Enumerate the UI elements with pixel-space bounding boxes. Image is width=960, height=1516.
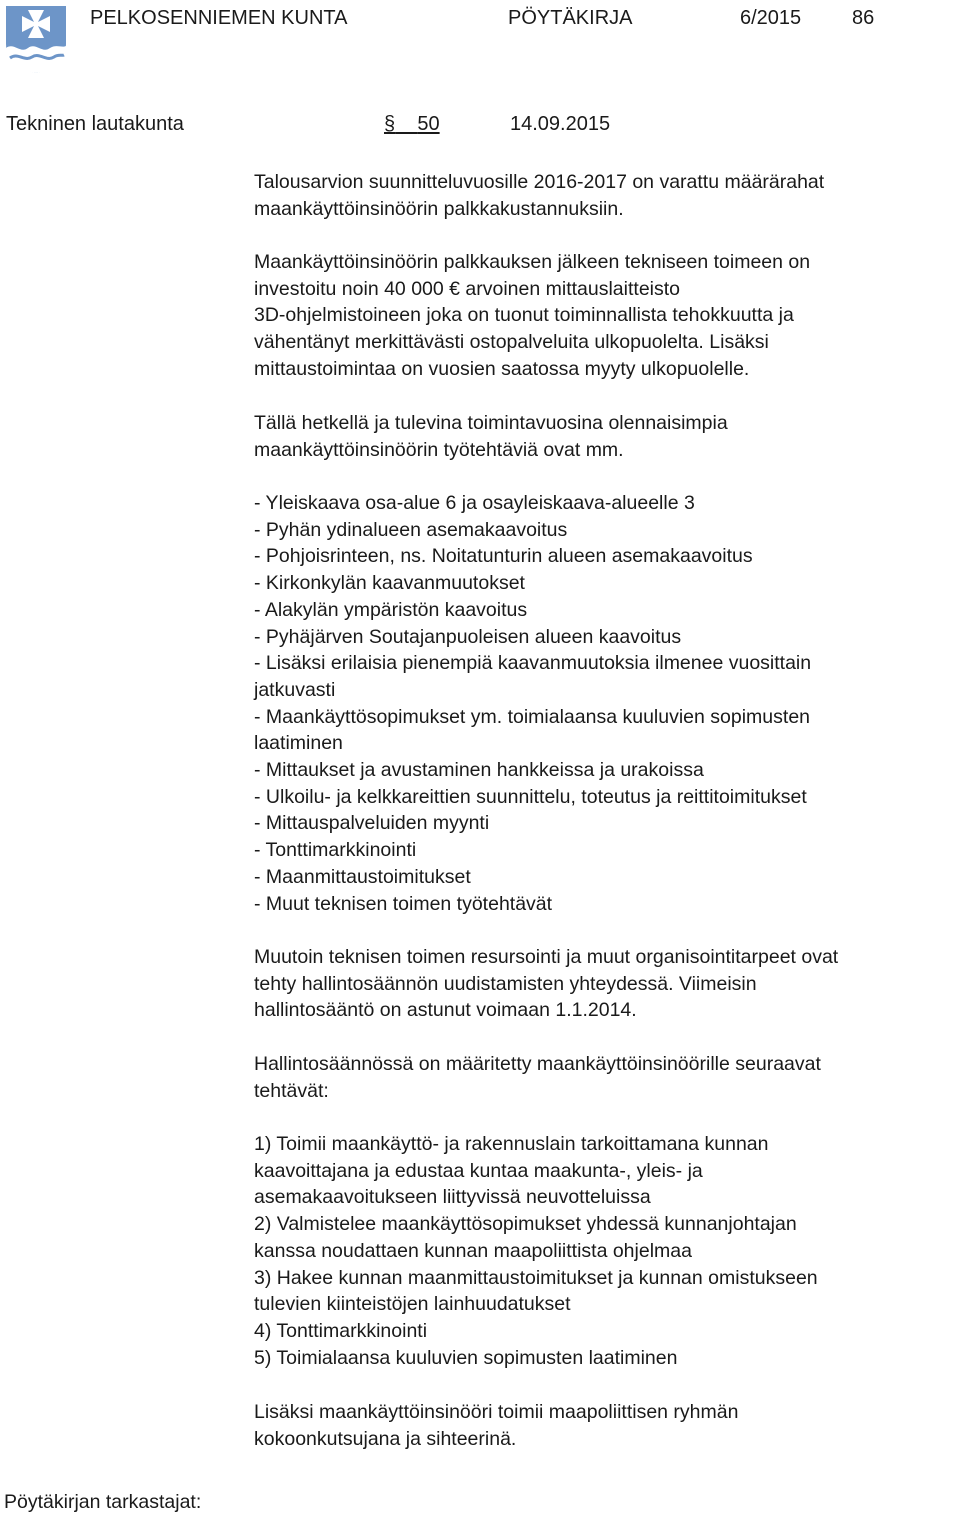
paragraph-investment — [254, 249, 810, 383]
text-line: maankäyttöinsinöörin palkkakustannuksiin. — [254, 197, 624, 220]
minutes-reviewers-label: Pöytäkirjan tarkastajat: — [4, 1491, 202, 1513]
paragraph-budget — [254, 169, 824, 222]
paragraph-regulation-intro — [254, 1051, 821, 1104]
board-name: Tekninen lautakunta — [6, 113, 184, 135]
text-line: Hallintosäännössä on määritetty maankäyttöinsinöörille seuraavat — [254, 1053, 821, 1075]
text-line: tehty hallintosäännön uudistamisten yhteydessä. Viimeisin — [254, 972, 757, 995]
list-item: kaavoittajana ja edustaa kuntaa maakunta-, yleis- ja — [254, 1159, 703, 1182]
list-item: asemakaavoitukseen liittyvissä neuvotteluissa — [254, 1186, 651, 1209]
municipality-name: PELKOSENNIEMEN KUNTA — [90, 7, 348, 29]
section-number: 50 — [417, 113, 440, 135]
list-item: - Tonttimarkkinointi — [254, 839, 417, 862]
paragraph-resourcing — [254, 944, 838, 1024]
list-item: - Yleiskaava osa-alue 6 ja osayleiskaava-alueelle 3 — [254, 492, 695, 514]
list-item: 3) Hakee kunnan maanmittaustoimitukset ja kunnan omistukseen — [254, 1266, 818, 1289]
text-line: Tällä hetkellä ja tulevina toimintavuosina olennaisimpia — [254, 412, 728, 434]
list-item: laatiminen — [254, 732, 343, 755]
text-line: 3D-ohjelmistoineen joka on tuonut toiminnallista tehokkuutta ja — [254, 304, 794, 327]
list-item: - Pohjoisrinteen, ns. Noitatunturin alueen asemakaavoitus — [254, 545, 753, 568]
text-line: Muutoin teknisen toimen resursointi ja muut organisointitarpeet ovat — [254, 946, 839, 968]
list-item: - Lisäksi erilaisia pienempiä kaavanmuutoksia ilmenee vuosittain — [254, 652, 812, 675]
text-line: hallintosääntö on astunut voimaan 1.1.2014. — [254, 999, 637, 1022]
text-line: vähentänyt merkittävästi ostopalveluita ulkopuolelta. Lisäksi — [254, 331, 769, 354]
text-line: Talousarvion suunnitteluvuosille 2016-2017 on varattu määrärahat — [254, 171, 825, 193]
list-item: kanssa noudattaen kunnan maapoliittista ohjelmaa — [254, 1239, 692, 1262]
list-item: 2) Valmistelee maankäyttösopimukset yhdessä kunnanjohtajan — [254, 1213, 797, 1236]
list-item: - Maankäyttösopimukset ym. toimialaansa kuuluvien sopimusten — [254, 705, 811, 728]
list-item: - Alakylän ympäristön kaavoitus — [254, 598, 528, 621]
meeting-date: 14.09.2015 — [510, 113, 611, 135]
text-line: mittaustoimintaa on vuosien saatossa myyty ulkopuolelle. — [254, 357, 750, 380]
text-line: Maankäyttöinsinöörin palkkauksen jälkeen tekniseen toimeen on — [254, 251, 811, 273]
regulation-duties-list — [254, 1131, 818, 1371]
municipal-coat-of-arms-icon — [4, 4, 68, 74]
document-type: PÖYTÄKIRJA — [508, 7, 633, 29]
section-reference — [384, 112, 440, 136]
list-item: tulevien kiinteistöjen lainhuudatukset — [254, 1293, 571, 1316]
list-item: jatkuvasti — [254, 678, 336, 701]
text-line: maankäyttöinsinöörin työtehtäviä ovat mm. — [254, 438, 624, 461]
list-item: 1) Toimii maankäyttö- ja rakennuslain tarkoittamana kunnan — [254, 1133, 769, 1155]
text-line: Lisäksi maankäyttöinsinööri toimii maapoliittisen ryhmän — [254, 1401, 739, 1423]
list-item: 5) Toimialaansa kuuluvien sopimusten laatiminen — [254, 1346, 678, 1369]
section-symbol: § — [384, 113, 396, 135]
list-item: - Maanmittaustoimitukset — [254, 865, 471, 888]
paragraph-land-policy-group — [254, 1399, 738, 1452]
list-item: - Kirkonkylän kaavanmuutokset — [254, 572, 525, 595]
list-item: - Pyhäjärven Soutajanpuoleisen alueen kaavoitus — [254, 625, 682, 648]
paragraph-duties-intro — [254, 410, 728, 463]
text-line: tehtävät: — [254, 1079, 329, 1102]
document-number: 6/2015 — [740, 7, 802, 29]
duties-list — [254, 490, 811, 917]
list-item: - Pyhän ydinalueen asemakaavoitus — [254, 518, 568, 541]
list-item: - Ulkoilu- ja kelkkareittien suunnittelu, toteutus ja reittitoimitukset — [254, 785, 807, 808]
list-item: - Mittauspalveluiden myynti — [254, 812, 490, 835]
list-item: 4) Tonttimarkkinointi — [254, 1319, 428, 1342]
list-item: - Muut teknisen toimen työtehtävät — [254, 892, 553, 915]
list-item: - Mittaukset ja avustaminen hankkeissa ja urakoissa — [254, 759, 704, 782]
text-line: investoitu noin 40 000 € arvoinen mittauslaitteisto — [254, 277, 681, 300]
page-number: 86 — [852, 7, 875, 29]
text-line: kokoonkutsujana ja sihteerinä. — [254, 1427, 517, 1450]
